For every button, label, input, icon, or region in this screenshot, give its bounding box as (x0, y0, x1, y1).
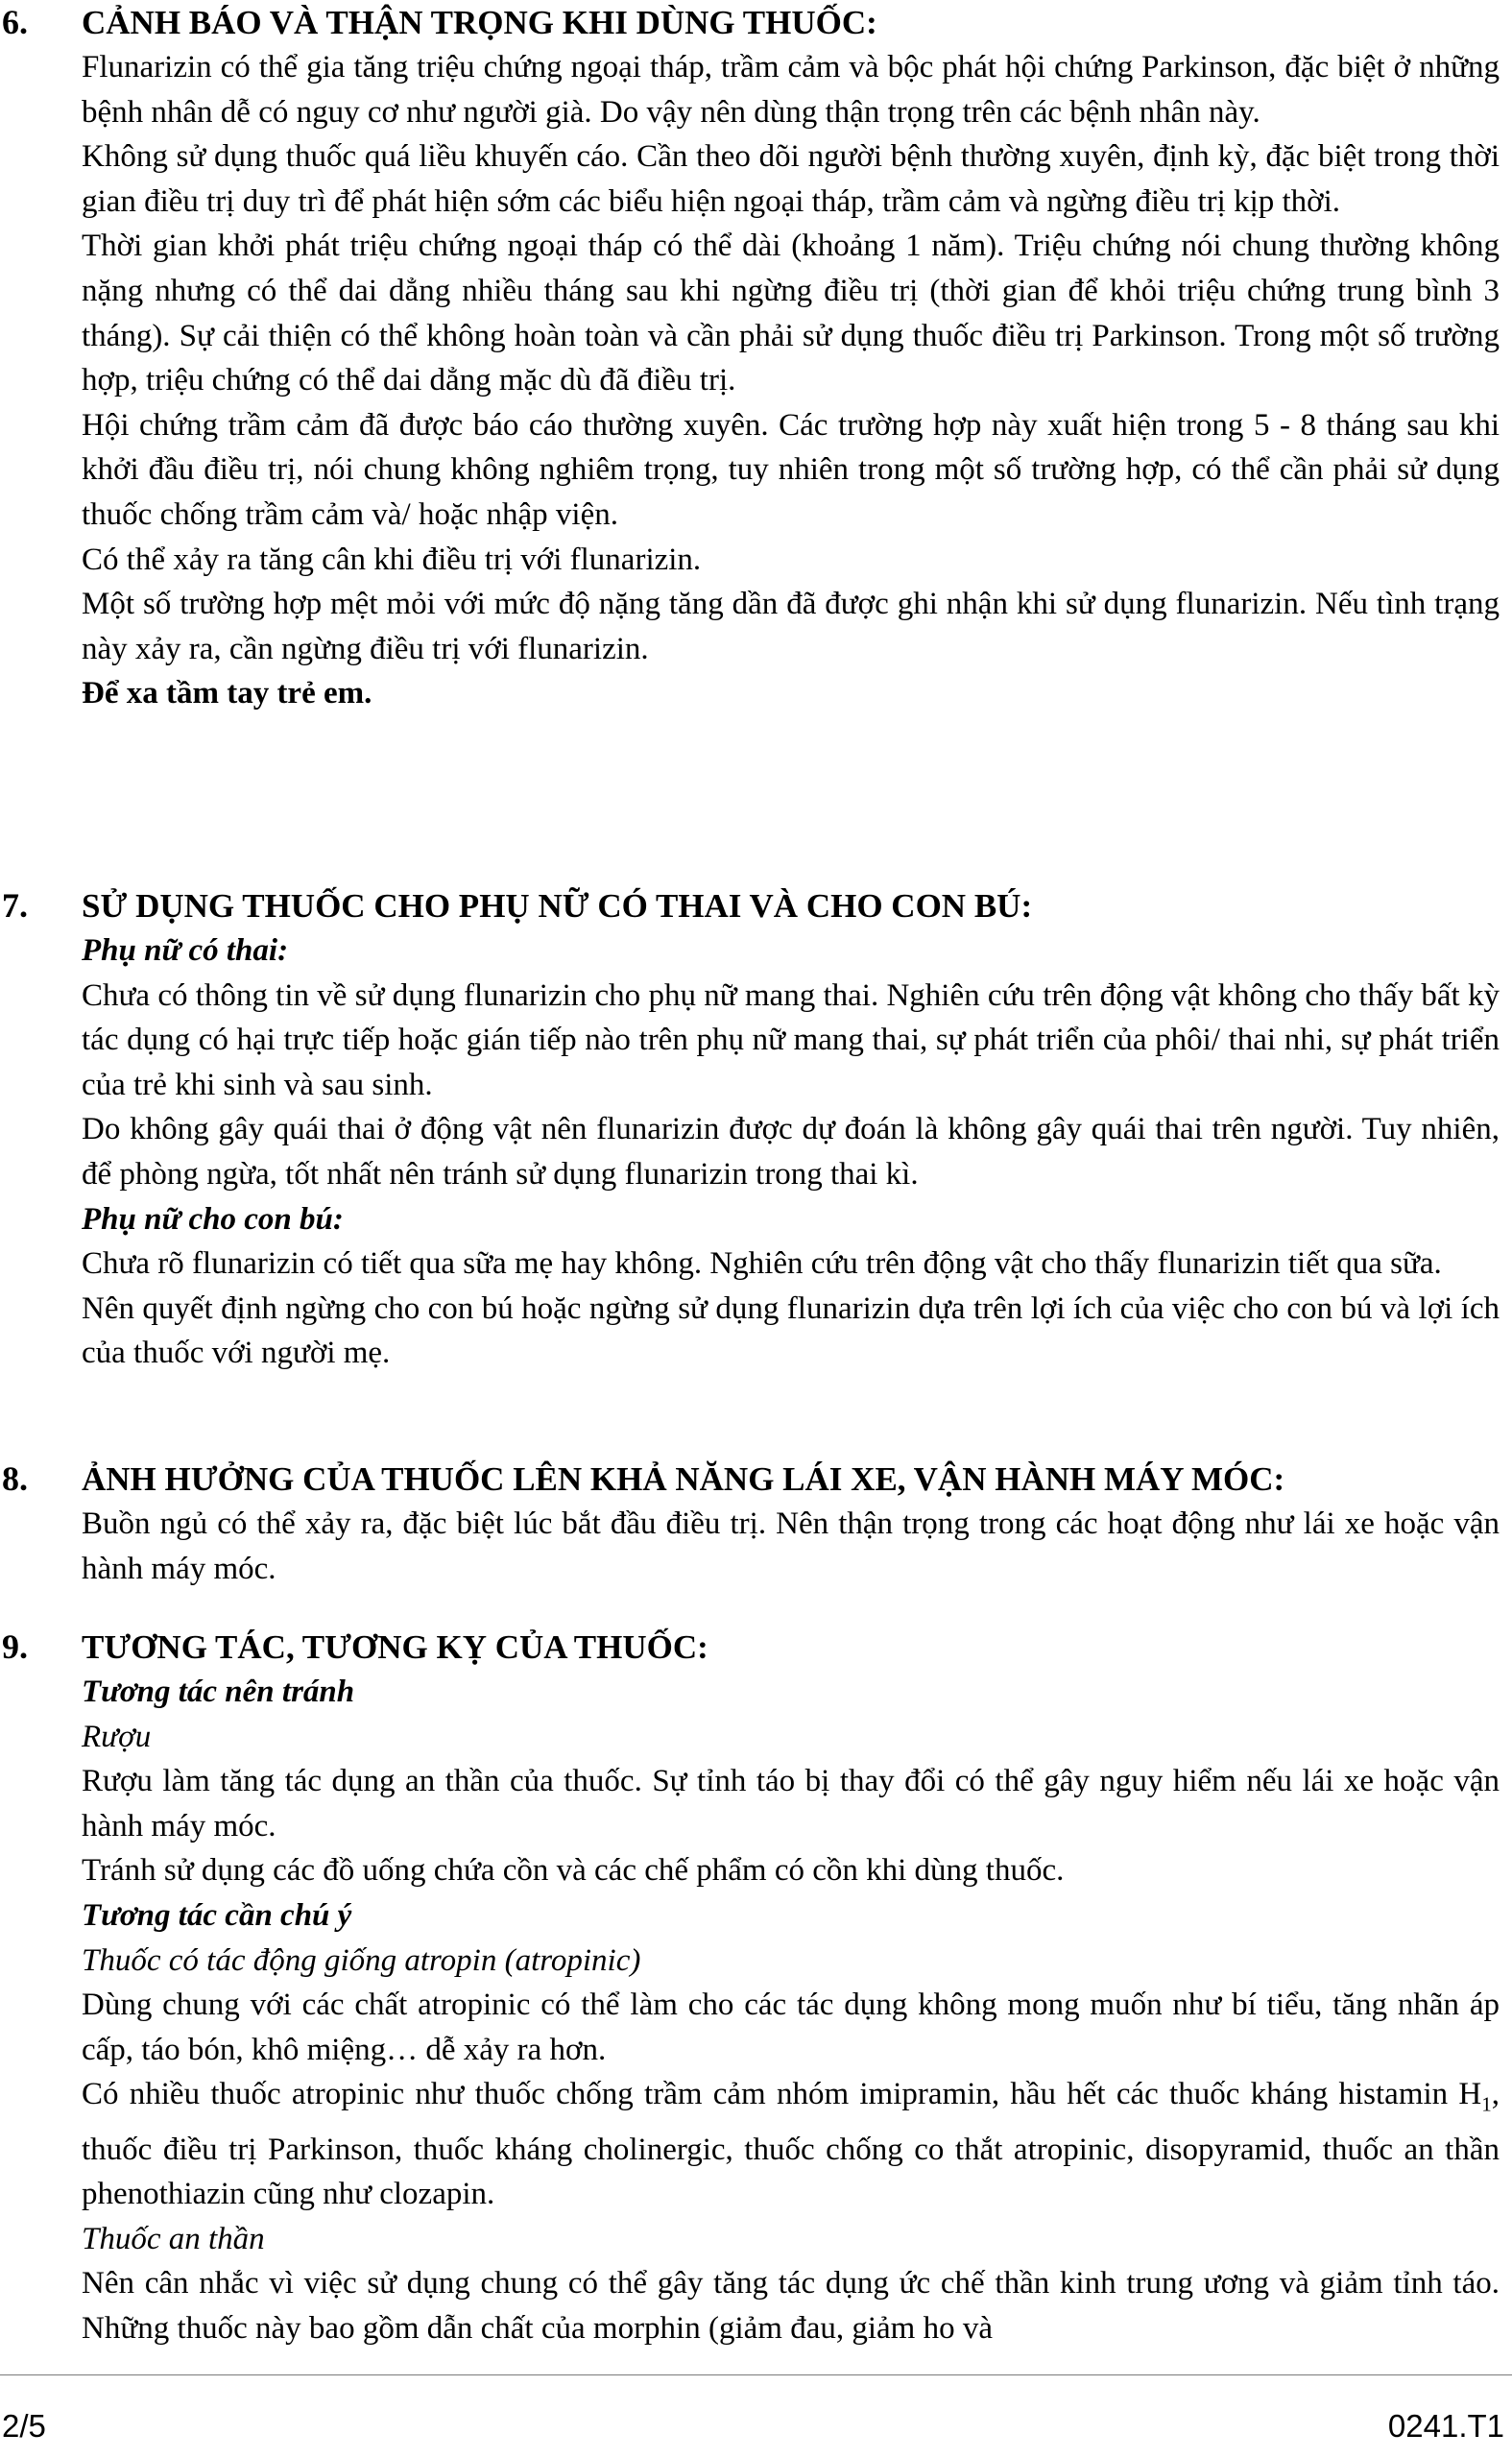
section-body (82, 883, 1500, 1376)
paragraph (82, 2072, 1500, 2216)
section-number: 8. (2, 1459, 28, 1498)
text-run: , thuốc điều trị Parkinson, thuốc kháng cholinergic, thuốc chống co thắt atropinic, disopyramid, thuốc an thần phenothiazin cũng như clozapin. (82, 2077, 1500, 2212)
paragraph: Do không gây quái thai ở động vật nên flunarizin được dự đoán là không gây quái thai trên người. Tuy nhiên, để phòng ngừa, tốt nhất nên tránh sử dụng flunarizin trong thai kì. (82, 1112, 1500, 1192)
paragraph: Nên cân nhắc vì việc sử dụng chung có thể gây tăng tác dụng ức chế thần kinh trung ương và giảm tỉnh táo. Những thuốc này bao gồm dẫn chất của morphin (giảm đau, giảm ho và (82, 2266, 1500, 2346)
subheading-minor: Rượu (82, 1719, 152, 1754)
paragraph: Flunarizin có thể gia tăng triệu chứng ngoại tháp, trầm cảm và bộc phát hội chứng Parkinson, đặc biệt ở những bệnh nhân dễ có nguy cơ như người già. Do vậy nên dùng thận trọng trên các bệnh nhân này. (82, 50, 1500, 130)
paragraph: Rượu làm tăng tác dụng an thần của thuốc. Sự tỉnh táo bị thay đổi có thể gây nguy hiểm nếu lái xe hoặc vận hành máy móc. (82, 1764, 1500, 1844)
page-number: 2/5 (2, 2408, 46, 2444)
paragraph: Dùng chung với các chất atropinic có thể làm cho các tác dụng không mong muốn như bí tiểu, tăng nhãn áp cấp, táo bón, khô miệng… dễ xảy ra hơn. (82, 1988, 1500, 2067)
child-safety-warning: Để xa tầm tay trẻ em. (82, 676, 372, 711)
paragraph: Hội chứng trầm cảm đã được báo cáo thường xuyên. Các trường hợp này xuất hiện trong 5 - 8 tháng sau khi khởi đầu điều trị, nói chung không nghiêm trọng, tuy nhiên trong một số trường hợp, có thể cần phải sử dụng thuốc chống trầm cảm và/ hoặc nhập viện. (82, 407, 1500, 532)
section-heading: SỬ DỤNG THUỐC CHO PHỤ NỮ CÓ THAI VÀ CHO CON BÚ: (82, 887, 1033, 925)
subheading-minor: Thuốc an thần (82, 2221, 265, 2256)
section-heading: CẢNH BÁO VÀ THẬN TRỌNG KHI DÙNG THUỐC: (82, 4, 877, 41)
paragraph: Buồn ngủ có thể xảy ra, đặc biệt lúc bắt đầu điều trị. Nên thận trọng trong các hoạt động như lái xe hoặc vận hành máy móc. (82, 1506, 1500, 1586)
paragraph: Tránh sử dụng các đồ uống chứa cồn và các chế phẩm có cồn khi dùng thuốc. (82, 1853, 1065, 1889)
section-heading: ẢNH HƯỞNG CỦA THUỐC LÊN KHẢ NĂNG LÁI XE, VẬN HÀNH MÁY MÓC: (82, 1460, 1285, 1498)
section-body (82, 0, 1500, 716)
footer-divider (0, 2374, 1512, 2375)
paragraph: Một số trường hợp mệt mỏi với mức độ nặng tăng dần đã được ghi nhận khi sử dụng flunarizin. Nếu tình trạng này xảy ra, cần ngừng điều trị với flunarizin. (82, 587, 1500, 666)
paragraph: Không sử dụng thuốc quá liều khuyến cáo. Cần theo dõi người bệnh thường xuyên, định kỳ, đặc biệt trong thời gian điều trị duy trì để phát hiện sớm các biểu hiện ngoại tháp, trầm cảm và ngừng điều trị kịp thời. (82, 139, 1500, 219)
subheading-minor: Thuốc có tác động giống atropin (atropinic) (82, 1942, 641, 1978)
paragraph: Có thể xảy ra tăng cân khi điều trị với flunarizin. (82, 542, 702, 577)
section-number: 6. (2, 3, 28, 41)
section-body (82, 1457, 1500, 1591)
section-number: 7. (2, 886, 28, 925)
subheading: Tương tác nên tránh (82, 1675, 355, 1709)
paragraph: Thời gian khởi phát triệu chứng ngoại tháp có thể dài (khoảng 1 năm). Triệu chứng nói chung thường không nặng nhưng có thể dai dẳng nhiều tháng sau khi ngừng điều trị (thời gian để khỏi triệu chứng trung bình 3 tháng). Sự cải thiện có thể không hoàn toàn và cần phải sử dụng thuốc điều trị Parkinson. Trong một số trường hợp, triệu chứng có thể dai dẳng mặc dù đã điều trị. (82, 229, 1500, 398)
paragraph: Chưa có thông tin về sử dụng flunarizin cho phụ nữ mang thai. Nghiên cứu trên động vật không cho thấy bất kỳ tác dụng có hại trực tiếp hoặc gián tiếp nào trên phụ nữ mang thai, sự phát triển của phôi/ thai nhi, sự phát triển của trẻ khi sinh và sau sinh. (82, 977, 1500, 1102)
paragraph: Chưa rõ flunarizin có tiết qua sữa mẹ hay không. Nghiên cứu trên động vật cho thấy flunarizin tiết qua sữa. (82, 1246, 1442, 1282)
paragraph: Nên quyết định ngừng cho con bú hoặc ngừng sử dụng flunarizin dựa trên lợi ích của việc cho con bú và lợi ích của thuốc với người mẹ. (82, 1290, 1500, 1371)
document-code: 0241.T1 (1387, 2408, 1504, 2444)
section-body (82, 1625, 1500, 2351)
subheading: Phụ nữ có thai: (82, 933, 289, 968)
subheading: Tương tác cần chú ý (82, 1897, 352, 1933)
subheading: Phụ nữ cho con bú: (82, 1201, 344, 1237)
text-run: Có nhiều thuốc atropinic như thuốc chống trầm cảm nhóm imipramin, hầu hết các thuốc kháng histamin H (82, 2077, 1482, 2112)
section-number: 9. (2, 1627, 28, 1666)
subscript: 1 (1481, 2092, 1492, 2116)
section-heading: TƯƠNG TÁC, TƯƠNG KỴ CỦA THUỐC: (82, 1628, 708, 1666)
